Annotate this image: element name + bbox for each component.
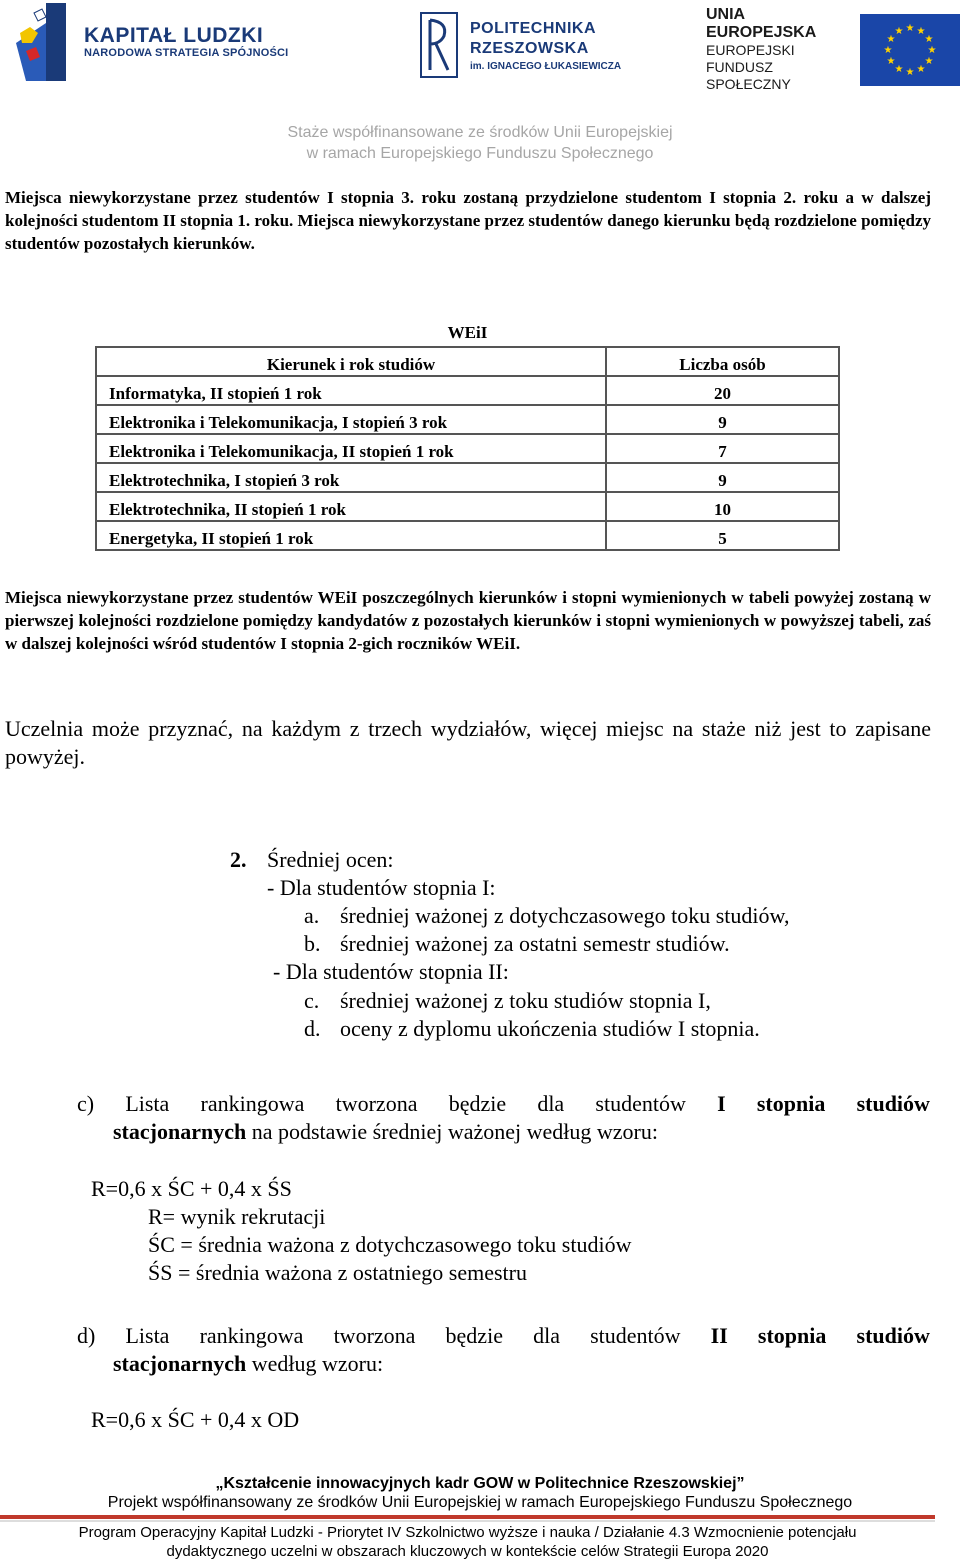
footer-line3: Program Operacyjny Kapitał Ludzki - Priorytet IV Szkolnictwo wyższe i nauka / Działanie 4.3 Wzmocnienie potencjału bbox=[78, 1524, 857, 1541]
item-c-line1 bbox=[77, 1090, 930, 1118]
table-cell: Energetyka, II stopień 1 rok bbox=[96, 521, 606, 550]
table-cell: 9 bbox=[606, 463, 839, 492]
svg-text:★: ★ bbox=[886, 33, 896, 45]
table-row bbox=[96, 434, 839, 463]
table-cell: 5 bbox=[606, 521, 839, 550]
kapital-ludzki-logo bbox=[16, 2, 288, 82]
list-marker: b. bbox=[304, 931, 321, 956]
list-item: średniej ważonej z toku studiów stopnia I, bbox=[340, 988, 711, 1013]
word: rankingowa bbox=[200, 1091, 305, 1116]
header-note bbox=[0, 122, 960, 164]
list-item: średniej ważonej za ostatni semestr studiów. bbox=[340, 931, 730, 956]
svg-text:★: ★ bbox=[916, 25, 926, 37]
allocation-table bbox=[95, 346, 840, 551]
table-row bbox=[96, 492, 839, 521]
list-item: średniej ważonej z dotychczasowego toku studiów, bbox=[340, 903, 790, 928]
word: studentów bbox=[590, 1323, 681, 1348]
politechnika-line1: POLITECHNIKA bbox=[470, 19, 596, 37]
svg-text:★: ★ bbox=[894, 25, 904, 37]
svg-text:★: ★ bbox=[905, 66, 915, 78]
word: studentów bbox=[595, 1091, 686, 1116]
formula1-def-r: R= wynik rekrutacji bbox=[148, 1204, 326, 1229]
word: dla bbox=[533, 1323, 560, 1348]
svg-text:★: ★ bbox=[883, 44, 893, 56]
eu-line2: EUROPEJSKI bbox=[706, 42, 795, 58]
word: tworzona bbox=[335, 1091, 418, 1116]
footer-line4: dydaktycznego uczelni w obszarach kluczowych w kontekście celów Strategii Europa 2020 bbox=[166, 1543, 769, 1560]
section2-number: 2. bbox=[230, 847, 247, 872]
footer-project bbox=[0, 1474, 960, 1512]
table-cell: 10 bbox=[606, 492, 839, 521]
word: Lista bbox=[125, 1323, 170, 1348]
kapital-ludzki-title: KAPITAŁ LUDZKI bbox=[84, 24, 264, 47]
section2-group2: - Dla studentów stopnia II: bbox=[273, 959, 509, 984]
table-cell: Elektronika i Telekomunikacja, II stopień 1 rok bbox=[96, 434, 606, 463]
table-cell: 20 bbox=[606, 376, 839, 405]
after-table-paragraph: Miejsca niewykorzystane przez studentów WEiI poszczególnych kierunków i stopni wymienionych w tabeli powyżej zostaną w pierwszej kolejności rozdzielone pomiędzy kandydatów z pozostałych kierunków i stopni wymienionych w powyższej tabeli, zaś w dalszej kolejności wśród studentów I stopnia 2-gich roczników WEiI. bbox=[5, 588, 931, 653]
formula1-def-sc: ŚC = średnia ważona z dotychczasowego toku studiów bbox=[148, 1232, 632, 1257]
footer-program bbox=[0, 1523, 935, 1561]
kapital-ludzki-subtitle: NARODOWA STRATEGIA SPÓJNOŚCI bbox=[84, 47, 289, 59]
item-c-line2: stacjonarnych na podstawie średniej ważonej według wzoru: bbox=[113, 1119, 658, 1144]
word: tworzona bbox=[333, 1323, 416, 1348]
item-marker: c) bbox=[77, 1091, 95, 1116]
table-title: WEiI bbox=[447, 323, 488, 342]
word: studiów bbox=[856, 1323, 930, 1348]
list-marker: c. bbox=[304, 988, 320, 1013]
header-note-line1: Staże współfinansowane ze środków Unii Europejskiej bbox=[287, 124, 673, 141]
footer-divider bbox=[0, 1515, 935, 1519]
eu-logo bbox=[706, 6, 960, 93]
table-row bbox=[96, 521, 839, 550]
kapital-ludzki-emblem-icon bbox=[16, 3, 66, 81]
item-d-line1 bbox=[77, 1322, 930, 1350]
table-row bbox=[96, 376, 839, 405]
politechnika-line3: im. IGNACEGO ŁUKASIEWICZA bbox=[470, 60, 622, 72]
word: rankingowa bbox=[199, 1323, 304, 1348]
table-row bbox=[96, 405, 839, 434]
footer-line1: „Kształcenie innowacyjnych kadr GOW w Politechnice Rzeszowskiej” bbox=[215, 1475, 745, 1492]
uczelnia-paragraph: Uczelnia może przyznać, na każdym z trzech wydziałów, więcej miejsc na staże niż jest to zapisane powyżej. bbox=[5, 716, 931, 769]
item-d bbox=[77, 1322, 930, 1378]
list-marker: a. bbox=[304, 903, 320, 928]
svg-text:★: ★ bbox=[886, 55, 896, 67]
table-row bbox=[96, 463, 839, 492]
word: I bbox=[717, 1091, 726, 1116]
table-header-row bbox=[96, 347, 839, 376]
table-cell: Elektronika i Telekomunikacja, I stopień 3 rok bbox=[96, 405, 606, 434]
item-marker: d) bbox=[77, 1323, 96, 1348]
table-cell: 9 bbox=[606, 405, 839, 434]
politechnika-emblem-icon bbox=[420, 12, 458, 78]
list-item: oceny z dyplomu ukończenia studiów I stopnia. bbox=[340, 1016, 760, 1041]
list-marker: d. bbox=[304, 1016, 321, 1041]
item-d-line2: stacjonarnych według wzoru: bbox=[113, 1351, 384, 1376]
word: stopnia bbox=[756, 1091, 826, 1116]
item-c bbox=[77, 1090, 930, 1146]
table-cell: 7 bbox=[606, 434, 839, 463]
table-header-cell: Liczba osób bbox=[606, 347, 839, 376]
svg-text:★: ★ bbox=[924, 33, 934, 45]
table-header-cell: Kierunek i rok studiów bbox=[96, 347, 606, 376]
section2-title: Średniej ocen: bbox=[267, 847, 394, 872]
section2-group1: - Dla studentów stopnia I: bbox=[267, 875, 496, 900]
politechnika-logo bbox=[420, 12, 621, 78]
word: Lista bbox=[125, 1091, 170, 1116]
formula1-main: R=0,6 x ŚC + 0,4 x ŚS bbox=[91, 1176, 292, 1201]
eu-flag-icon bbox=[860, 14, 960, 86]
table-cell: Elektrotechnika, I stopień 3 rok bbox=[96, 463, 606, 492]
eu-line1: UNIA EUROPEJSKA bbox=[706, 6, 817, 41]
word: studiów bbox=[856, 1091, 930, 1116]
svg-text:★: ★ bbox=[894, 63, 904, 75]
formula2: R=0,6 x ŚC + 0,4 x OD bbox=[91, 1407, 300, 1432]
eu-line3: FUNDUSZ SPOŁECZNY bbox=[706, 59, 791, 92]
footer-line2: Projekt współfinansowany ze środków Unii Europejskiej w ramach Europejskiego Funduszu Społecznego bbox=[107, 1494, 853, 1511]
table-cell: Informatyka, II stopień 1 rok bbox=[96, 376, 606, 405]
footer-divider-shadow bbox=[0, 1520, 935, 1522]
table-cell: Elektrotechnika, II stopień 1 rok bbox=[96, 492, 606, 521]
word: II bbox=[710, 1323, 728, 1348]
formula1-def-ss: ŚS = średnia ważona z ostatniego semestru bbox=[148, 1260, 527, 1285]
svg-text:★: ★ bbox=[927, 44, 937, 56]
word: będzie bbox=[448, 1091, 507, 1116]
word: dla bbox=[537, 1091, 565, 1116]
word: będzie bbox=[445, 1323, 503, 1348]
politechnika-line2: RZESZOWSKA bbox=[470, 39, 589, 57]
svg-text:★: ★ bbox=[916, 63, 926, 75]
svg-text:★: ★ bbox=[905, 22, 915, 34]
header-note-line2: w ramach Europejskiego Funduszu Społecznego bbox=[306, 145, 654, 162]
intro-paragraph: Miejsca niewykorzystane przez studentów I stopnia 3. roku zostaną przydzielone studentom I stopnia 2. roku a w dalszej kolejności studentom II stopnia 1. roku. Miejsca niewykorzystane przez studentów danego kierunku będą rozdzielone pomiędzy studentów pozostałych kierunków. bbox=[5, 188, 931, 253]
word: stopnia bbox=[757, 1323, 827, 1348]
svg-text:★: ★ bbox=[924, 55, 934, 67]
